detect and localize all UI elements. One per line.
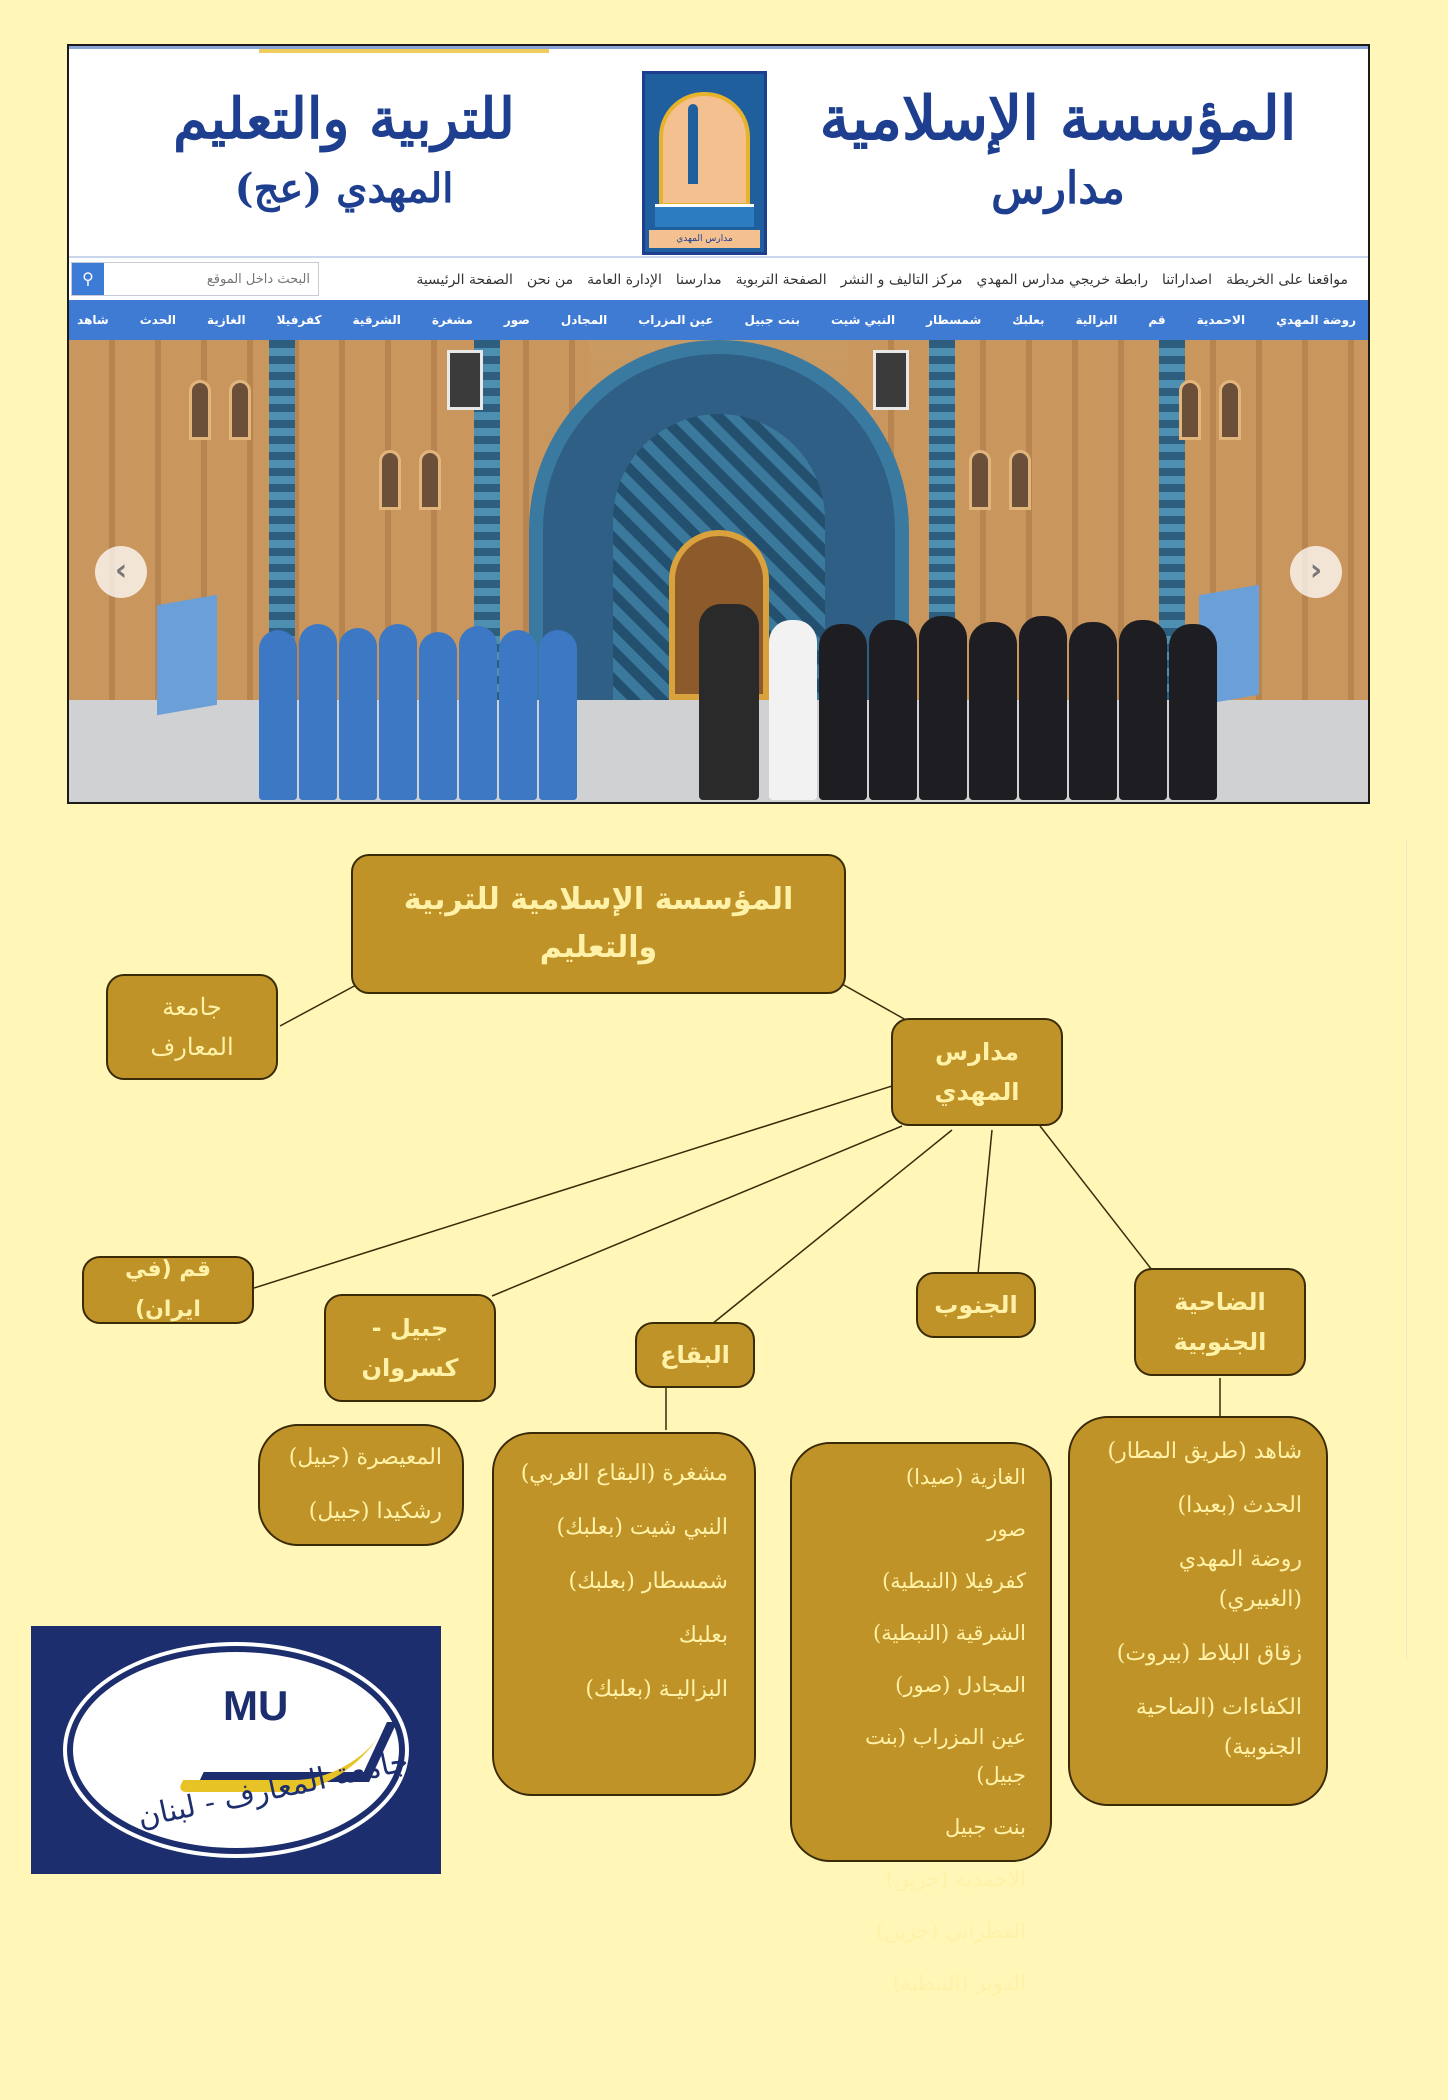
schools-navigation [69,300,1368,340]
list-item: النبي شيت (بعلبك) [556,1515,728,1540]
emblem-caption: مدارس المهدي [649,230,760,248]
connector-line [492,1126,902,1296]
connector-line [254,1086,892,1288]
emblem-arch [659,92,750,207]
site-title-right [808,79,1308,219]
main-nav-link[interactable]: مدارسنا [675,272,722,288]
list-item: زقاق البلاط (بيروت) [1116,1641,1302,1666]
site-header [69,46,1368,259]
list-item: المجادل (صور) [895,1673,1026,1697]
students-group [199,600,1299,800]
page-divider [1406,840,1407,1660]
list-item: رشكيدا (جبيل) [308,1499,442,1524]
list-item: كفرفيلا (النبطية) [882,1569,1026,1593]
org-node-madaris-almahdi [891,1018,1063,1126]
school-nav-link[interactable]: الغازية [206,313,246,327]
main-navigation [69,256,1368,302]
search-icon[interactable]: ⚲ [72,263,104,295]
slider-prev-button[interactable] [95,546,147,598]
school-nav-link[interactable]: قم [1148,313,1166,327]
org-node-label: البقاع [660,1341,730,1369]
window [379,450,401,510]
connector-line [842,984,906,1020]
chevron-left-icon: ‹ [114,553,128,588]
list-item: الحدث (بعبدا) [1177,1493,1302,1518]
header-accent-bar [259,49,549,53]
schools-list-dahiye [1068,1416,1328,1806]
list-item: صور [987,1517,1026,1541]
list-item: الغازية (صيدا) [905,1465,1026,1489]
emblem-pen-icon [688,104,698,184]
school-nav-link[interactable]: الشرقية [352,313,401,327]
window [229,380,251,440]
org-node-qom [82,1256,254,1324]
org-node-label: الجنوبية [1173,1328,1267,1356]
list-item: الكفاءات (الضاحية الجنوبية) [1135,1695,1302,1760]
hero-image-slider[interactable] [69,340,1368,802]
organization-chart [0,820,1448,2100]
org-node-bekaa [635,1322,755,1388]
list-item: الشرقية (النبطية) [873,1621,1026,1645]
site-subtitle-line1: للتربية والتعليم [173,86,515,152]
school-nav-link[interactable]: شاهد [77,313,109,327]
school-nav-link[interactable]: النبي شيت [830,313,896,327]
school-nav-link[interactable]: عين المزراب [638,313,714,327]
org-node-jbeil-kesrouan [324,1294,496,1402]
school-nav-link[interactable]: صور [503,313,530,327]
org-node-label: الضاحية [1174,1288,1266,1316]
org-node-south [916,1272,1036,1338]
mu-logo-latin: MU [223,1682,289,1729]
org-node-label: كسروان [361,1354,459,1382]
school-nav-link[interactable]: مشغرة [431,313,473,327]
schools-list-jbeil [258,1424,464,1546]
main-nav-link[interactable]: الإدارة العامة [587,272,662,288]
school-nav-link[interactable]: المجادل [560,313,608,327]
site-title-line2: مدارس [991,163,1125,214]
list-item: شمسطار (بعلبك) [568,1569,728,1594]
site-title-left [109,79,579,219]
list-item: بعلبك [678,1623,728,1648]
schools-list-bekaa [492,1432,756,1796]
school-nav-link[interactable]: الاحمدية [1196,313,1246,327]
schools-nav-items [77,300,1356,340]
mu-logo-arabic: جامعة المعارف - لبنان [134,1743,412,1836]
list-item: مشغرة (البقاع الغربي) [520,1461,728,1486]
search-box [71,262,319,296]
list-item: الاحمدية (جزين) [885,1867,1026,1891]
org-node-label: جبيل - [371,1314,449,1342]
org-node-label: المهدي [934,1078,1020,1106]
chevron-right-icon: › [1309,553,1323,588]
mu-logo-ellipse [67,1646,412,1854]
portrait-image [447,350,483,410]
school-nav-link[interactable]: روضة المهدي [1276,313,1356,327]
list-item: الدوير (النبطية) [892,1971,1026,1995]
schools-list-south [790,1442,1052,1995]
window [189,380,211,440]
main-nav-link[interactable]: رابطة خريجي مدارس المهدي [976,272,1149,288]
list-item: بنت جبيل [944,1815,1026,1839]
window [1009,450,1031,510]
org-root-line2: والتعليم [539,930,658,965]
main-nav-link[interactable]: اصداراتنا [1162,272,1213,288]
emblem-book-icon [655,204,754,227]
main-nav-link[interactable]: من نحن [526,272,574,288]
window [419,450,441,510]
main-nav-link[interactable]: مواقعنا على الخريطة [1226,272,1348,288]
org-root-node [351,854,846,994]
list-item: البزاليـة (بعلبك) [585,1677,728,1702]
main-nav-items [416,258,1348,302]
org-node-dahiye [1134,1268,1306,1376]
connector-line [978,1130,992,1274]
list-item: شاهد (طريق المطار) [1107,1439,1302,1464]
connector-line [1040,1126,1152,1270]
main-nav-link[interactable]: الصفحة الرئيسية [416,272,513,288]
site-emblem-logo[interactable] [642,71,767,255]
org-node-label: مدارس [935,1038,1019,1066]
org-node-label: المعارف [150,1033,234,1061]
window [1179,380,1201,440]
main-nav-link[interactable]: الصفحة التربوية [735,272,827,288]
org-node-jamiat-almaaref [106,974,278,1080]
org-node-label: الجنوب [934,1291,1018,1319]
school-nav-link[interactable]: بعلبك [1012,313,1045,327]
search-input[interactable] [106,263,316,295]
school-nav-link[interactable]: بنت جبيل [744,313,800,327]
site-subtitle-line2: المهدي (عج) [234,165,454,212]
list-item: القطراني (جزين) [875,1919,1026,1943]
list-item: روضة المهدي (الغبيري) [1178,1547,1302,1612]
mu-university-logo [31,1626,441,1874]
org-root-line1: المؤسسة الإسلامية للتربية [403,882,794,917]
list-item: عين المزراب (بنت جبيل) [865,1725,1026,1787]
list-item: المعيصرة (جبيل) [288,1445,442,1470]
school-nav-link[interactable]: البزالية [1075,313,1118,327]
portrait-image [873,350,909,410]
school-nav-link[interactable]: الحدث [139,313,176,327]
main-nav-link[interactable]: مركز التاليف و النشر [840,272,963,288]
connector-line [280,984,358,1026]
school-nav-link[interactable]: كفرفيلا [276,313,322,327]
org-node-label: قم (في ايران) [124,1257,212,1322]
school-nav-link[interactable]: شمسطار [926,313,982,327]
website-screenshot [67,44,1370,804]
window [1219,380,1241,440]
slider-next-button[interactable] [1290,546,1342,598]
org-node-label: جامعة [162,993,222,1021]
window [969,450,991,510]
site-title-line1: المؤسسة الإسلامية [819,84,1297,154]
